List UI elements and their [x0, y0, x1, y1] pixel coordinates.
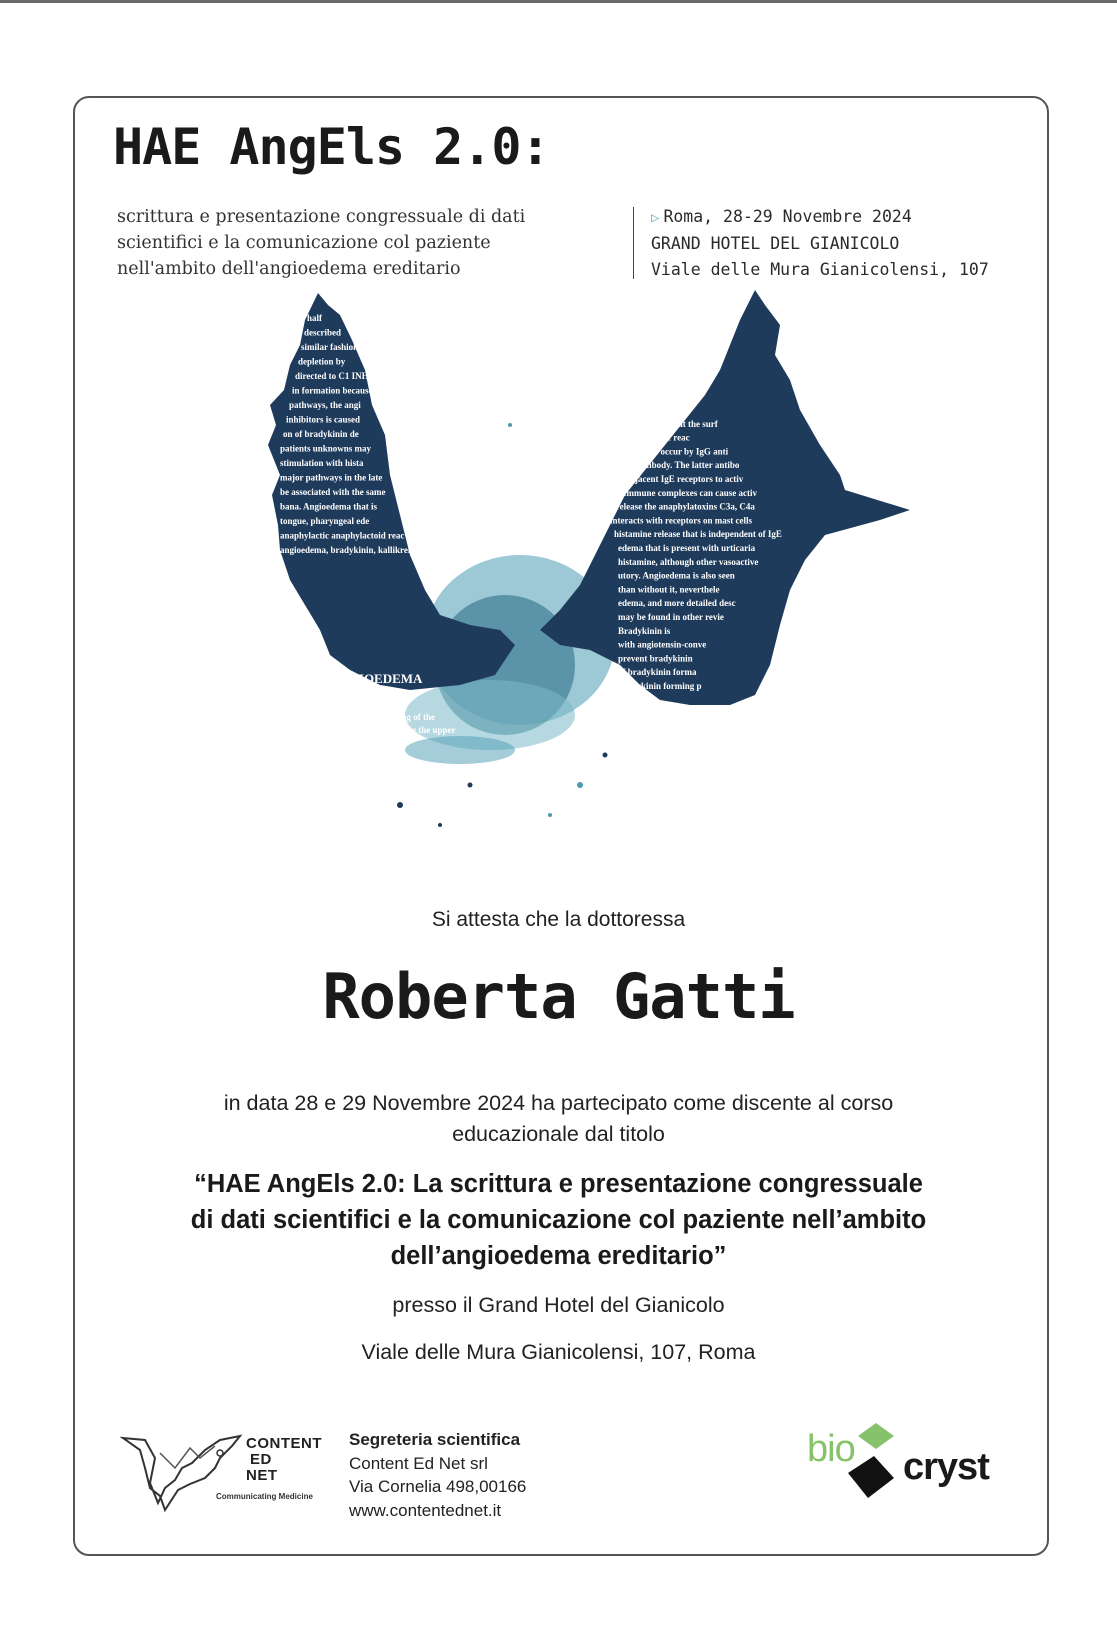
venue-text: presso il Grand Hotel del Gianicolo — [392, 1293, 725, 1317]
wing-text-fragment: swelling of the — [380, 712, 435, 722]
course-title-line: “HAE AngEls 2.0: La scrittura e presentazione congressuale — [194, 1170, 923, 1198]
angel-wings-illustration — [260, 285, 980, 885]
attest-text: Si attesta che la dottoressa — [431, 908, 686, 931]
wing-text-fragment: unit of adjacent IgE receptors to activ — [598, 474, 744, 484]
wing-text-fragment: E receptor antibody. The latter antibo — [594, 460, 740, 471]
event-address: Viale delle Mura Gianicolensi, 107 — [651, 260, 989, 279]
wing-text-fragment: as is typical of allergic reac — [586, 432, 690, 443]
wing-text-fragment: patients unknowns may — [280, 443, 372, 454]
play-arrow-icon: ▷ — [651, 210, 660, 226]
wing-text-fragment: utory. Angioedema is also seen — [618, 570, 735, 581]
wing-text-fragment: anaphylactic anaphylactoid reac — [280, 530, 405, 541]
wing-text-fragment: may be found in other revie — [618, 612, 724, 622]
event-date: Roma, 28-29 Novembre 2024 — [663, 207, 912, 226]
header-divider — [633, 207, 634, 279]
wing-text-fragment: tongue, pharyngeal ede — [280, 516, 370, 526]
wing-text-fragment: major pathways in the late — [280, 472, 383, 483]
subtitle-line: scientifici e la comunicazione col paziente — [117, 233, 491, 253]
segreteria-website: www.contentednet.it — [349, 1500, 502, 1520]
wing-text-fragment: directed to C1 INH — [295, 371, 369, 381]
participation-line: in data 28 e 29 Novembre 2024 ha partecipato come discente al corso — [223, 1091, 894, 1115]
venue-address: Viale delle Mura Gianicolensi, 107, Roma — [361, 1340, 756, 1364]
wing-text-fragment: edema that is present with urticaria — [618, 543, 756, 553]
wing-text-fragment: pathways, the angi — [289, 400, 361, 410]
content-ed-net-tagline: Communicating Medicine — [216, 1492, 313, 1501]
wing-text-fragment: bradykinin forming p — [618, 681, 702, 691]
course-title-line: di dati scientifici e la comunicazione col paziente nell’ambito — [190, 1206, 927, 1234]
segreteria-block — [349, 1428, 526, 1522]
wing-text-fragment: with angiotensin-conve — [618, 639, 707, 650]
event-hotel: GRAND HOTEL DEL GIANICOLO — [651, 234, 900, 253]
top-edge-line — [0, 0, 1117, 3]
wordmark-line: NET — [246, 1467, 278, 1484]
wing-text-fragment: immunoglobulin E (IgE) at the surf — [582, 418, 718, 429]
wing-text-fragment: release can occur by an — [578, 405, 668, 415]
wing-text-fragment: inhibitors is caused — [286, 414, 361, 425]
wing-text-fragment: be associated with the same — [280, 487, 386, 497]
wing-text-fragment: histamine, although other vasoactive — [618, 556, 759, 567]
wing-text-fragment: described — [304, 327, 341, 338]
wing-text-fragment: including the upper — [380, 725, 456, 735]
wing-text-fragment: bana. Angioedema that is — [280, 501, 378, 512]
wordmark-line: CONTENT — [246, 1435, 322, 1452]
wing-text-fragment: edema, and more detailed desc — [618, 598, 736, 609]
participation-line: educazionale dal titolo — [452, 1122, 665, 1146]
course-title-line: dell’angioedema ereditario” — [390, 1242, 727, 1270]
wing-text-fragment: Bradykinin is — [618, 625, 671, 636]
wing-text-fragment: in formation because — [292, 385, 373, 396]
biocryst-wordmark-cryst: cryst — [903, 1446, 989, 1488]
wing-text-fragment: interacts with receptors on mast cells — [610, 515, 753, 526]
wing-text-fragment: the same cells can occur by IgG anti — [590, 446, 729, 457]
wing-text-fragment: ANGIOEDEMA — [330, 671, 423, 686]
biocryst-wordmark-bio: bio — [807, 1428, 855, 1470]
course-title — [140, 1166, 977, 1274]
wing-text-fragment: on of bradykinin de — [283, 429, 359, 439]
wing-text-fragment: angioedema, bradykinin, kallikrein, kininogen — [280, 545, 458, 555]
wing-text-fragment: stimulation with hista — [280, 458, 364, 468]
event-subtitle — [117, 204, 627, 282]
wing-text-fragment: cells. Immune complexes can cause activ — [602, 487, 757, 498]
wing-text-fragment: half — [307, 313, 323, 323]
segreteria-line: Via Cornelia 498,00166 — [349, 1477, 527, 1496]
wordmark-line: ED — [250, 1451, 272, 1468]
wing-text-fragment: of bradykinin forma — [618, 667, 697, 678]
wing-text-fragment: depletion by — [298, 356, 346, 367]
event-details — [651, 204, 1031, 283]
wing-text-fragment: histamine release that is independent of IgE — [614, 529, 782, 540]
subtitle-line: nell'ambito dell'angioedema ereditario — [117, 259, 461, 279]
content-ed-net-wordmark — [246, 1436, 322, 1484]
subtitle-line: scrittura e presentazione congressuale di dati — [117, 207, 526, 227]
participation-text — [160, 1088, 957, 1150]
event-title: HAE AngEls 2.0: — [113, 118, 550, 176]
segreteria-heading: Segreteria scientifica — [349, 1430, 521, 1449]
wing-text-fragment: prevent bradykinin — [618, 653, 693, 664]
segreteria-line: Content Ed Net srl — [349, 1453, 488, 1473]
recipient-name: Roberta Gatti — [322, 960, 795, 1033]
wing-text-fragment: than without it, neverthele — [618, 584, 720, 595]
wing-text-fragment: to release the anaphylatoxins C3a, C4a — [606, 501, 755, 512]
wing-text-fragment: similar fashion — [301, 342, 359, 352]
